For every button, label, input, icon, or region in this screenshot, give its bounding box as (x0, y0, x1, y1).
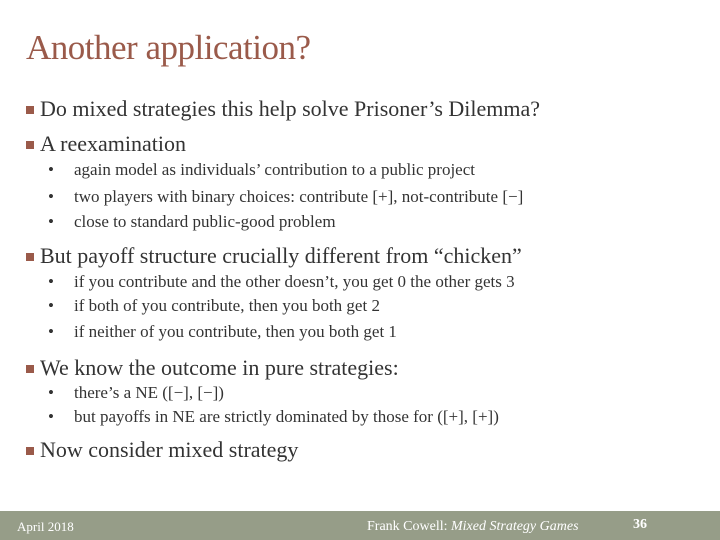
bullet-3-sub-3 (48, 322, 397, 342)
bullet-4-text: We know the outcome in pure strategies: (40, 355, 399, 380)
bullet-4 (26, 355, 399, 381)
square-bullet-icon (26, 106, 34, 114)
round-bullet-icon: • (48, 212, 54, 231)
bullet-3-sub-1 (48, 272, 515, 292)
square-bullet-icon (26, 365, 34, 373)
round-bullet-icon: • (48, 383, 54, 402)
round-bullet-icon: • (48, 296, 54, 315)
footer-author-name: Frank Cowell: (367, 519, 451, 534)
bullet-2 (26, 131, 186, 157)
bullet-4-sub-1-text: there’s a NE ([−], [−]) (74, 383, 224, 402)
round-bullet-icon: • (48, 160, 54, 179)
bullet-3-sub-1-text: if you contribute and the other doesn’t, you get 0 the other gets 3 (74, 272, 515, 291)
bullet-2-sub-2-text: two players with binary choices: contribute [+], not-contribute [−] (74, 187, 524, 206)
round-bullet-icon: • (48, 272, 54, 291)
round-bullet-icon: • (48, 407, 54, 426)
page-number: 36 (633, 517, 647, 532)
bullet-3-sub-2 (48, 296, 380, 316)
bullet-2-sub-2 (48, 187, 523, 207)
bullet-5-text: Now consider mixed strategy (40, 437, 299, 462)
bullet-2-sub-3 (48, 212, 336, 232)
bullet-2-sub-1 (48, 160, 475, 180)
round-bullet-icon: • (48, 322, 54, 341)
bullet-4-sub-2-text: but payoffs in NE are strictly dominated by those for ([+], [+]) (74, 407, 499, 426)
footer-course-title: Mixed Strategy Games (451, 519, 579, 534)
bullet-3-sub-3-text: if neither of you contribute, then you both get 1 (74, 322, 397, 341)
bullet-3-sub-2-text: if both of you contribute, then you both get 2 (74, 296, 380, 315)
bullet-5 (26, 437, 298, 463)
bullet-4-sub-2 (48, 407, 499, 427)
bullet-3-text: But payoff structure crucially different from “chicken” (40, 243, 522, 268)
footer-author (367, 519, 579, 535)
square-bullet-icon (26, 447, 34, 455)
page-title: Another application? (26, 28, 311, 67)
bullet-1-text: Do mixed strategies this help solve Prisoner’s Dilemma? (40, 96, 541, 121)
bullet-1 (26, 96, 540, 122)
bullet-2-sub-3-text: close to standard public-good problem (74, 212, 336, 231)
round-bullet-icon: • (48, 187, 54, 206)
bullet-2-sub-1-text: again model as individuals’ contribution to a public project (74, 160, 475, 179)
footer-bar (0, 511, 720, 540)
footer-date: April 2018 (17, 519, 74, 534)
square-bullet-icon (26, 141, 34, 149)
bullet-3 (26, 243, 522, 269)
bullet-4-sub-1 (48, 383, 224, 403)
square-bullet-icon (26, 253, 34, 261)
bullet-2-text: A reexamination (40, 131, 187, 156)
